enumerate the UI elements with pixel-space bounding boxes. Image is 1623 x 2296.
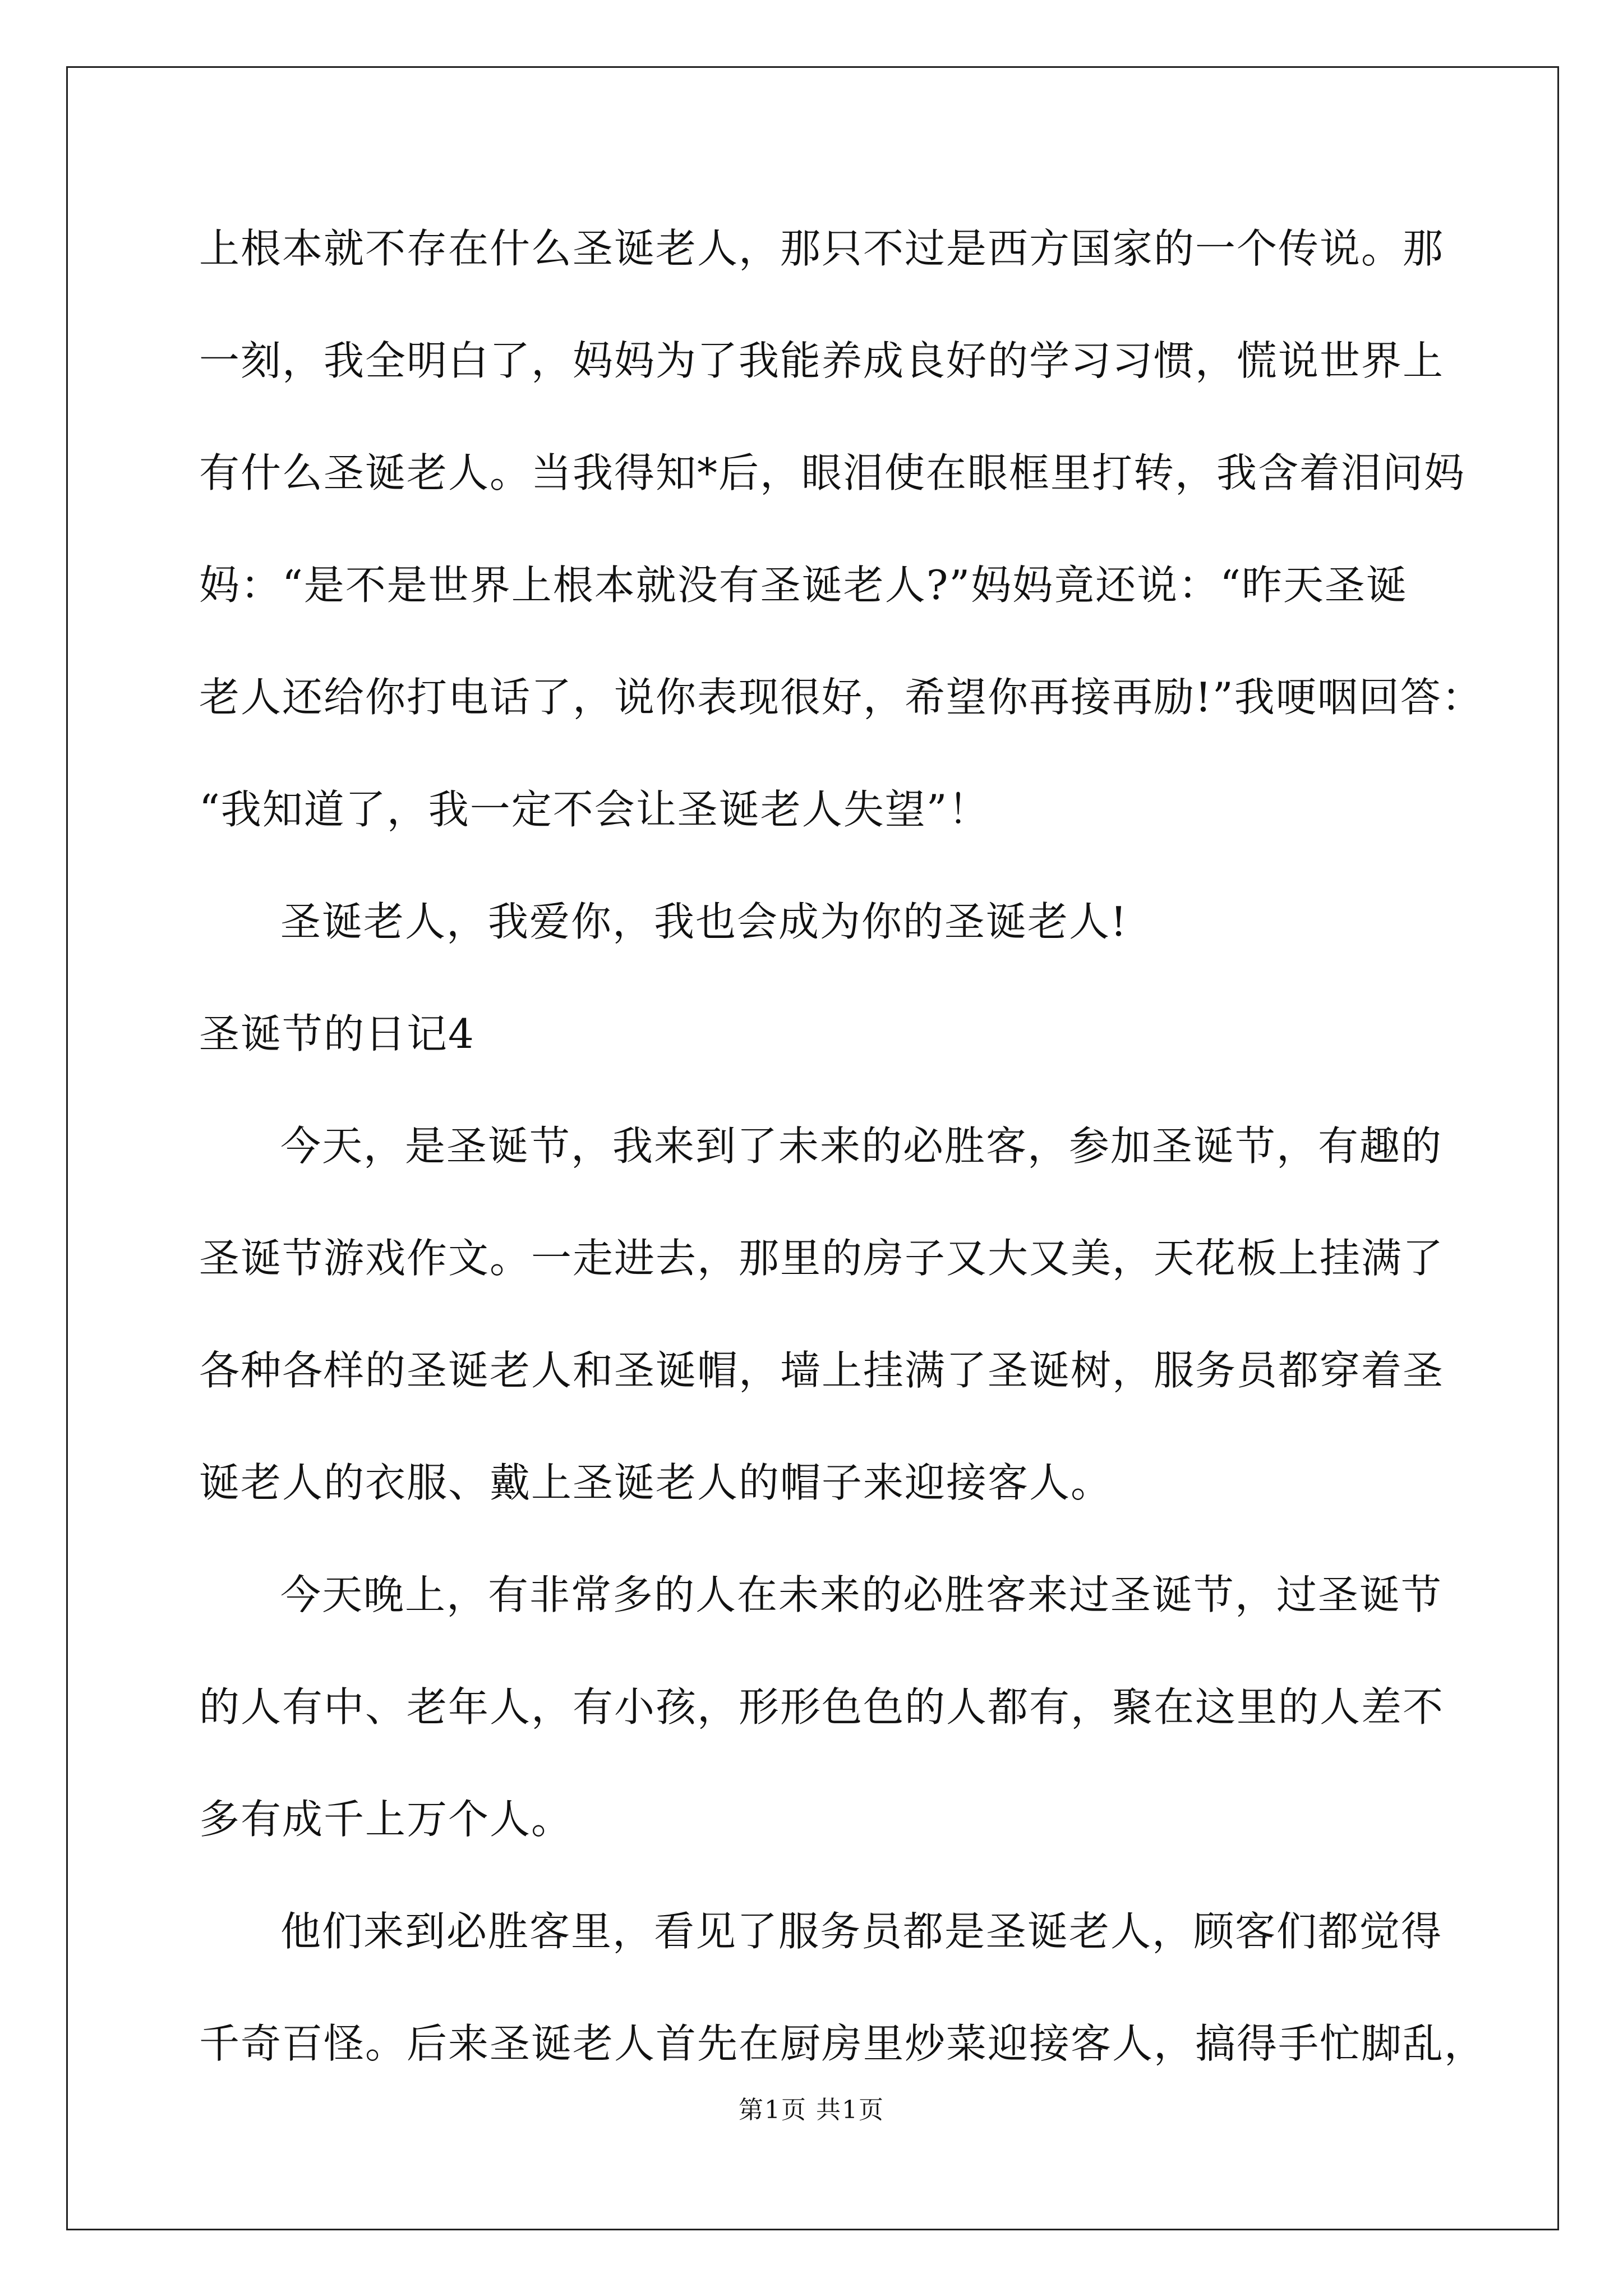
text-line: 各种各样的圣诞老人和圣诞帽，墙上挂满了圣诞树，服务员都穿着圣 <box>199 1347 1445 1394</box>
text-line: 多有成千上万个人。 <box>199 1796 573 1843</box>
text-line: 他们来到必胜客里，看见了服务员都是圣诞老人，顾客们都觉得 <box>280 1908 1443 1955</box>
text-line: 的人有中、老年人，有小孩，形形色色的人都有，聚在这里的人差不 <box>199 1683 1445 1731</box>
text-line: 有什么圣诞老人。当我得知*后，眼泪使在眼框里打转，我含着泪问妈 <box>199 449 1466 496</box>
section-heading: 圣诞节的日记4 <box>199 1010 475 1057</box>
text-line: 一刻，我全明白了，妈妈为了我能养成良好的学习习惯，慌说世界上 <box>199 337 1445 384</box>
text-line: 千奇百怪。后来圣诞老人首先在厨房里炒菜迎接客人，搞得手忙脚乱， <box>199 2020 1486 2067</box>
text-line: 今天，是圣诞节，我来到了未来的必胜客，参加圣诞节，有趣的 <box>280 1122 1443 1170</box>
page-footer: 第1页 共1页 <box>739 2096 884 2124</box>
text-line: 今天晚上，有非常多的人在未来的必胜客来过圣诞节，过圣诞节 <box>280 1571 1443 1618</box>
text-line: “我知道了，我一定不会让圣诞老人失望”！ <box>199 786 990 833</box>
text-line: 妈：“是不是世界上根本就没有圣诞老人?”妈妈竟还说：“昨天圣诞 <box>199 562 1408 609</box>
text-line: 老人还给你打电话了，说你表现很好，希望你再接再励!”我哽咽回答： <box>199 674 1483 721</box>
text-line: 圣诞节游戏作文。一走进去，那里的房子又大又美，天花板上挂满了 <box>199 1235 1445 1282</box>
text-line: 上根本就不存在什么圣诞老人，那只不过是西方国家的一个传说。那 <box>199 225 1445 272</box>
text-line: 诞老人的衣服、戴上圣诞老人的帽子来迎接客人。 <box>199 1459 1113 1506</box>
text-line: 圣诞老人，我爱你，我也会成为你的圣诞老人! <box>280 898 1128 945</box>
